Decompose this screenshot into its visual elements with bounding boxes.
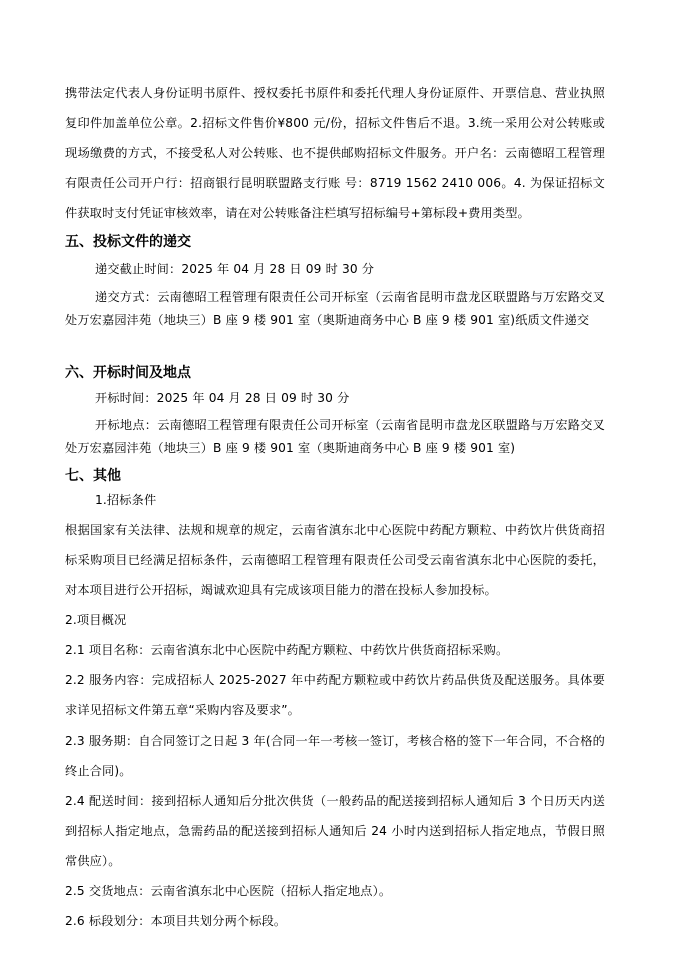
delivery-place-item: 2.5 交货地点：云南省滇东北中心医院（招标人指定地点）。 — [65, 884, 392, 898]
project-overview-heading: 2.项目概况 — [65, 613, 127, 627]
section6-heading: 六、开标时间及地点 — [65, 365, 191, 381]
intro-paragraph: 携带法定代表人身份证明书原件、授权委托书原件和委托代理人身份证原件、开票信息、营业执照复印件加盖单位公章。2.招标文件售价¥800 元/份，招标文件售后不退。3.统一采用公对公转账或现场缴费的方式，不接受私人对公转账、也不提供邮购招标文件服务。开户名：云南德昭工程管理有限责任公司开户行：招商银行昆明联盟路支行账 号：8719 1562 2410 006。4. 为保证招标文件获取时支付凭证审核效率，请在对公转账备注栏填写招标编号+第标段+费用类型。 — [65, 86, 605, 220]
opening-time: 开标时间：2025 年 04 月 28 日 09 时 30 分 — [95, 391, 350, 405]
project-name-item: 2.1 项目名称：云南省滇东北中心医院中药配方颗粒、中药饮片供货商招标采购。 — [65, 643, 509, 657]
service-period-item: 2.3 服务期：自合同签订之日起 3 年(合同一年一考核一签订，考核合格的签下一年合同，不合格的终止合同)。 — [65, 734, 605, 778]
section5-heading: 五、投标文件的递交 — [65, 234, 191, 250]
lot-division-item: 2.6 标段划分：本项目共划分两个标段。 — [65, 914, 287, 928]
submission-deadline: 递交截止时间：2025 年 04 月 28 日 09 时 30 分 — [95, 262, 375, 276]
service-content-item: 2.2 服务内容：完成招标人 2025-2027 年中药配方颗粒或中药饮片药品供货及配送服务。具体要求详见招标文件第五章“采购内容及要求”。 — [65, 673, 605, 717]
delivery-time-item: 2.4 配送时间：接到招标人通知后分批次供货（一般药品的配送接到招标人通知后 3 个日历天内送到招标人指定地点，急需药品的配送接到招标人通知后 24 小时内送到招标人指定地点，节假日照常供应）。 — [65, 794, 605, 868]
tender-conditions-text: 根据国家有关法律、法规和规章的规定，云南省滇东北中心医院中药配方颗粒、中药饮片供货商招标采购项目已经满足招标条件，云南德昭工程管理有限责任公司受云南省滇东北中心医院的委托，对本项目进行公开招标，竭诚欢迎具有完成该项目能力的潜在投标人参加投标。 — [65, 523, 605, 597]
opening-place: 开标地点：云南德昭工程管理有限责任公司开标室（云南省昆明市盘龙区联盟路与万宏路交叉处万宏嘉园沣苑（地块三）B 座 9 楼 901 室（奥斯迪商务中心 B 座 9 楼 901 室) — [65, 418, 605, 455]
tender-conditions-heading: 1.招标条件 — [95, 493, 157, 507]
submission-method: 递交方式：云南德昭工程管理有限责任公司开标室（云南省昆明市盘龙区联盟路与万宏路交叉处万宏嘉园沣苑（地块三）B 座 9 楼 901 室（奥斯迪商务中心 B 座 9 楼 901 室)纸质文件递交 — [65, 290, 605, 327]
section7-heading: 七、其他 — [65, 468, 121, 484]
